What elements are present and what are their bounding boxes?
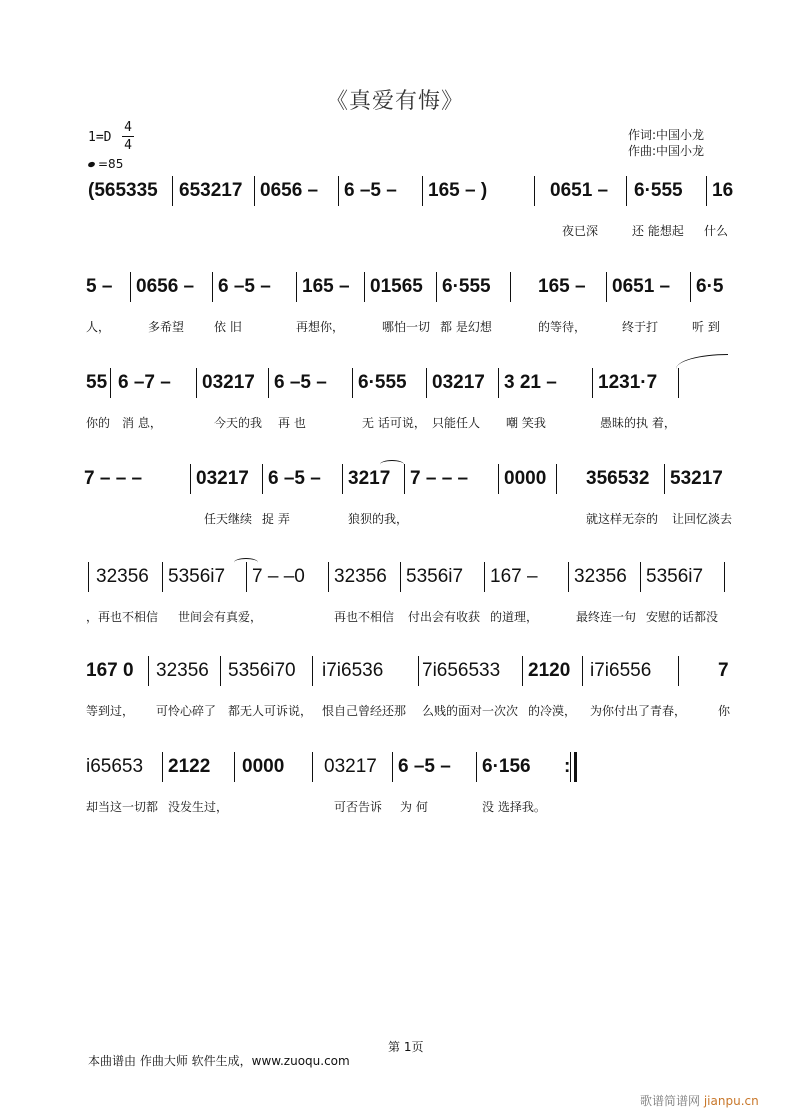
barline <box>262 464 263 494</box>
measure: 3217 <box>348 468 391 489</box>
measure: 6·5 <box>696 276 724 297</box>
score-line-2 <box>86 276 746 336</box>
measure: 16 <box>712 180 734 201</box>
barline <box>162 562 163 592</box>
generator-credit: 本曲谱由 作曲大师 软件生成，www.zuoqu.com <box>88 1054 350 1068</box>
barline <box>364 272 365 302</box>
lyric: 可怜心碎了 <box>156 704 217 718</box>
barline <box>690 272 691 302</box>
barline <box>328 562 329 592</box>
barline <box>418 656 419 686</box>
lyric: 哪怕一切 <box>382 320 431 334</box>
measure: 0651 – <box>550 180 609 201</box>
lyric: 为你付出了青春， <box>590 704 687 718</box>
barline <box>338 176 339 206</box>
measure: 32356 <box>574 566 627 587</box>
final-barline <box>570 752 577 782</box>
measure: 7 <box>718 660 729 681</box>
barline <box>678 368 679 398</box>
measure: 03217 <box>196 468 249 489</box>
lyric: 人， <box>86 320 111 334</box>
measure: 7 – –0 <box>252 566 305 587</box>
score-line-1 <box>86 180 746 240</box>
measure: 3 21 – <box>504 372 557 393</box>
measure: 2122 <box>168 756 211 777</box>
barline <box>592 368 593 398</box>
lyric: 捉 弄 <box>262 512 290 526</box>
barline <box>220 656 221 686</box>
barline <box>196 368 197 398</box>
score-line-7 <box>86 756 746 816</box>
measure: 32356 <box>334 566 387 587</box>
barline <box>476 752 477 782</box>
measure: 6 –5 – <box>344 180 397 201</box>
tempo-value: =85 <box>98 157 124 171</box>
lyricist: 作词:中国小龙 <box>628 128 705 142</box>
tie-curve <box>380 460 404 469</box>
score-line-6 <box>86 660 746 720</box>
barline <box>148 656 149 686</box>
measure: 0656 – <box>260 180 319 201</box>
credits <box>628 127 704 159</box>
measure: 55 <box>86 372 108 393</box>
barline <box>626 176 627 206</box>
barline <box>254 176 255 206</box>
measure: 165 – ) <box>428 180 488 201</box>
lyric: 你的 <box>86 416 111 430</box>
lyric: 终于打 <box>622 320 659 334</box>
lyric: 依 旧 <box>214 320 242 334</box>
song-title: 《真爱有悔》 <box>325 89 464 114</box>
barline <box>436 272 437 302</box>
lyric: 恨自己曾经还那 <box>322 704 407 718</box>
measure: 32356 <box>96 566 149 587</box>
watermark-text: 歌谱简谱网 <box>640 1094 701 1108</box>
barline <box>88 562 89 592</box>
lyric: 今天的我 <box>214 416 263 430</box>
measure: 32356 <box>156 660 209 681</box>
measure: 6 –5 – <box>218 276 271 297</box>
lyric: 可否告诉 <box>334 800 383 814</box>
tempo-marking <box>88 157 123 171</box>
measure: 167 0 <box>86 660 134 681</box>
composer: 作曲:中国小龙 <box>628 144 705 158</box>
lyric: 没 选择我。 <box>482 800 546 814</box>
lyric: 听 到 <box>692 320 720 334</box>
barline <box>268 368 269 398</box>
measure: 167 – <box>490 566 538 587</box>
barline <box>392 752 393 782</box>
quarter-note-icon <box>87 161 95 168</box>
measure: 6·156 <box>482 756 531 777</box>
barline <box>426 368 427 398</box>
lyric: 消 息， <box>122 416 162 430</box>
lyric: 么贱的面对一次次 <box>422 704 519 718</box>
lyric: 都 是幻想 <box>440 320 492 334</box>
barline <box>342 464 343 494</box>
barline <box>352 368 353 398</box>
measure: i7i6556 <box>590 660 652 681</box>
lyric: 再想你， <box>296 320 345 334</box>
lyric: 等到过， <box>86 704 135 718</box>
barline <box>312 656 313 686</box>
measure: 7 – – – <box>410 468 469 489</box>
barline <box>234 752 235 782</box>
lyric: 的道理， <box>490 610 539 624</box>
lyric: 的等待， <box>538 320 587 334</box>
measure: 6 –5 – <box>268 468 321 489</box>
measure: 0000 <box>242 756 285 777</box>
lyric: 无 话可说， <box>362 416 426 430</box>
measure: 6·555 <box>634 180 683 201</box>
measure: 53217 <box>670 468 723 489</box>
barline <box>190 464 191 494</box>
watermark-url: jianpu.cn <box>703 1094 759 1108</box>
measure: (565335 <box>88 180 158 201</box>
barline <box>556 464 557 494</box>
lyric: 安慰的话都没 <box>646 610 719 624</box>
lyric: 为 何 <box>400 800 428 814</box>
measure: 165 – <box>538 276 586 297</box>
lyric: 就这样无奈的 <box>586 512 659 526</box>
barline <box>212 272 213 302</box>
time-signature-bottom: 4 <box>124 138 132 153</box>
barline <box>678 656 679 686</box>
measure: 0651 – <box>612 276 671 297</box>
tie-curve <box>234 558 258 567</box>
score-line-5 <box>86 566 746 626</box>
measure: 7i656533 <box>422 660 501 681</box>
key-signature: 1=D <box>88 130 112 145</box>
lyric: 都无人可诉说， <box>228 704 313 718</box>
barline <box>162 752 163 782</box>
barline <box>498 464 499 494</box>
measure: 165 – <box>302 276 350 297</box>
measure: i65653 <box>86 756 144 777</box>
barline <box>312 752 313 782</box>
measure: 01565 <box>370 276 423 297</box>
page-number: 第 1页 <box>388 1040 424 1054</box>
score-line-3 <box>86 372 746 432</box>
measure: 1231·7 <box>598 372 658 393</box>
measure: 6·555 <box>442 276 491 297</box>
lyric: 狼狈的我， <box>348 512 409 526</box>
lyric: 再也不相信 <box>334 610 395 624</box>
measure: 03217 <box>202 372 255 393</box>
measure: 5356i7 <box>168 566 226 587</box>
measure: 5 – <box>86 276 113 297</box>
barline <box>724 562 725 592</box>
repeat-sign: : <box>564 756 571 777</box>
time-signature <box>122 120 134 153</box>
lyric: 你 <box>718 704 731 718</box>
time-signature-top: 4 <box>124 120 132 135</box>
lyric: 愚昧的执 着， <box>600 416 676 430</box>
lyric: ，再也不相信 <box>86 610 159 624</box>
lyric: 让回忆淡去 <box>672 512 733 526</box>
barline <box>484 562 485 592</box>
measure: 6 –5 – <box>398 756 451 777</box>
measure: 356532 <box>586 468 650 489</box>
time-signature-divider <box>122 136 134 137</box>
lyric: 夜已深 <box>562 224 599 238</box>
measure: 5356i7 <box>646 566 704 587</box>
lyric: 世间会有真爱， <box>178 610 263 624</box>
measure: 5356i70 <box>228 660 296 681</box>
lyric: 付出会有收获 <box>408 610 481 624</box>
barline <box>422 176 423 206</box>
barline <box>568 562 569 592</box>
lyric: 只能任人 <box>432 416 481 430</box>
barline <box>400 562 401 592</box>
measure: 03217 <box>324 756 377 777</box>
measure: 7 – – – <box>84 468 143 489</box>
barline <box>404 464 405 494</box>
barline <box>130 272 131 302</box>
score-line-4 <box>86 468 746 528</box>
barline <box>534 176 535 206</box>
watermark <box>640 1092 759 1109</box>
barline <box>582 656 583 686</box>
barline <box>664 464 665 494</box>
barline <box>606 272 607 302</box>
lyric: 什么 <box>704 224 729 238</box>
measure: 6 –5 – <box>274 372 327 393</box>
lyric: 没发生过， <box>168 800 229 814</box>
measure: 653217 <box>179 180 243 201</box>
barline <box>498 368 499 398</box>
measure: 6 –7 – <box>118 372 171 393</box>
barline <box>510 272 511 302</box>
measure: 03217 <box>432 372 485 393</box>
measure: i7i6536 <box>322 660 384 681</box>
lyric: 还 能想起 <box>632 224 684 238</box>
barline <box>296 272 297 302</box>
measure: 0656 – <box>136 276 195 297</box>
lyric: 最终连一句 <box>576 610 637 624</box>
lyric: 却当这一切都 <box>86 800 159 814</box>
barline <box>640 562 641 592</box>
lyric: 再 也 <box>278 416 306 430</box>
tie-curve <box>676 354 728 369</box>
measure: 5356i7 <box>406 566 464 587</box>
lyric: 多希望 <box>148 320 185 334</box>
barline <box>172 176 173 206</box>
barline <box>110 368 111 398</box>
measure: 0000 <box>504 468 547 489</box>
measure: 6·555 <box>358 372 407 393</box>
barline <box>522 656 523 686</box>
lyric: 任天继续 <box>204 512 253 526</box>
measure: 2120 <box>528 660 571 681</box>
barline <box>706 176 707 206</box>
lyric: 的冷漠， <box>528 704 577 718</box>
lyric: 嘲 笑我 <box>506 416 546 430</box>
